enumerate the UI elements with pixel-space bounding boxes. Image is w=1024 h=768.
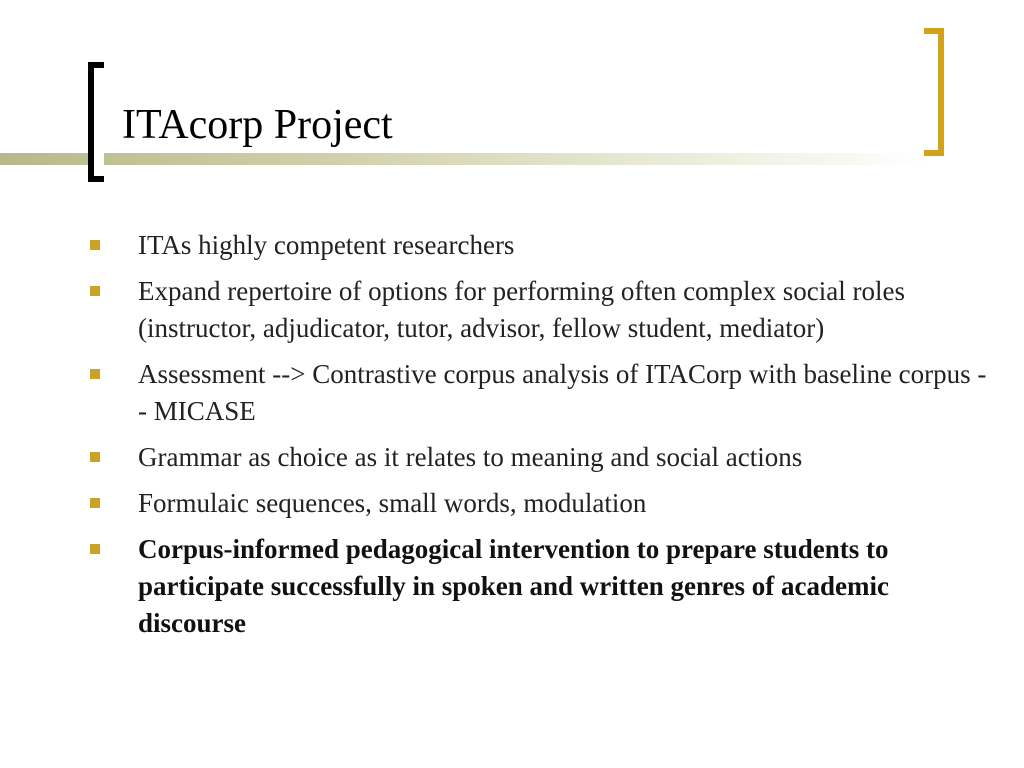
bullet-item: [87, 273, 987, 347]
bullet-item-emphasized: [87, 531, 987, 642]
square-bullet-icon: [90, 452, 100, 462]
bullet-item: [87, 356, 987, 430]
title-underline-bar: [0, 153, 930, 165]
left-bracket-decoration: [88, 62, 104, 182]
slide-title: ITAcorp Project: [122, 102, 393, 148]
bullet-text: Grammar as choice as it relates to meaning and social actions: [138, 442, 803, 472]
bullet-text: ITAs highly competent researchers: [138, 230, 515, 260]
square-bullet-icon: [90, 498, 100, 508]
bullet-text: Formulaic sequences, small words, modulation: [138, 488, 647, 518]
square-bullet-icon: [90, 240, 100, 250]
bullet-list: [87, 227, 987, 651]
bullet-text: Assessment --> Contrastive corpus analysis of ITACorp with baseline corpus -- MICASE: [138, 359, 987, 426]
square-bullet-icon: [90, 544, 100, 554]
bullet-item: [87, 485, 987, 522]
bullet-text: Expand repertoire of options for performing often complex social roles (instructor, adjudicator, tutor, advisor, fellow student, mediator): [138, 276, 906, 343]
bullet-item: [87, 439, 987, 476]
bullet-text: Corpus-informed pedagogical intervention to prepare students to participate successfully in spoken and written genres of academic discourse: [138, 534, 889, 638]
right-bracket-decoration: [924, 28, 944, 156]
square-bullet-icon: [90, 369, 100, 379]
square-bullet-icon: [90, 286, 100, 296]
bullet-item: [87, 227, 987, 264]
